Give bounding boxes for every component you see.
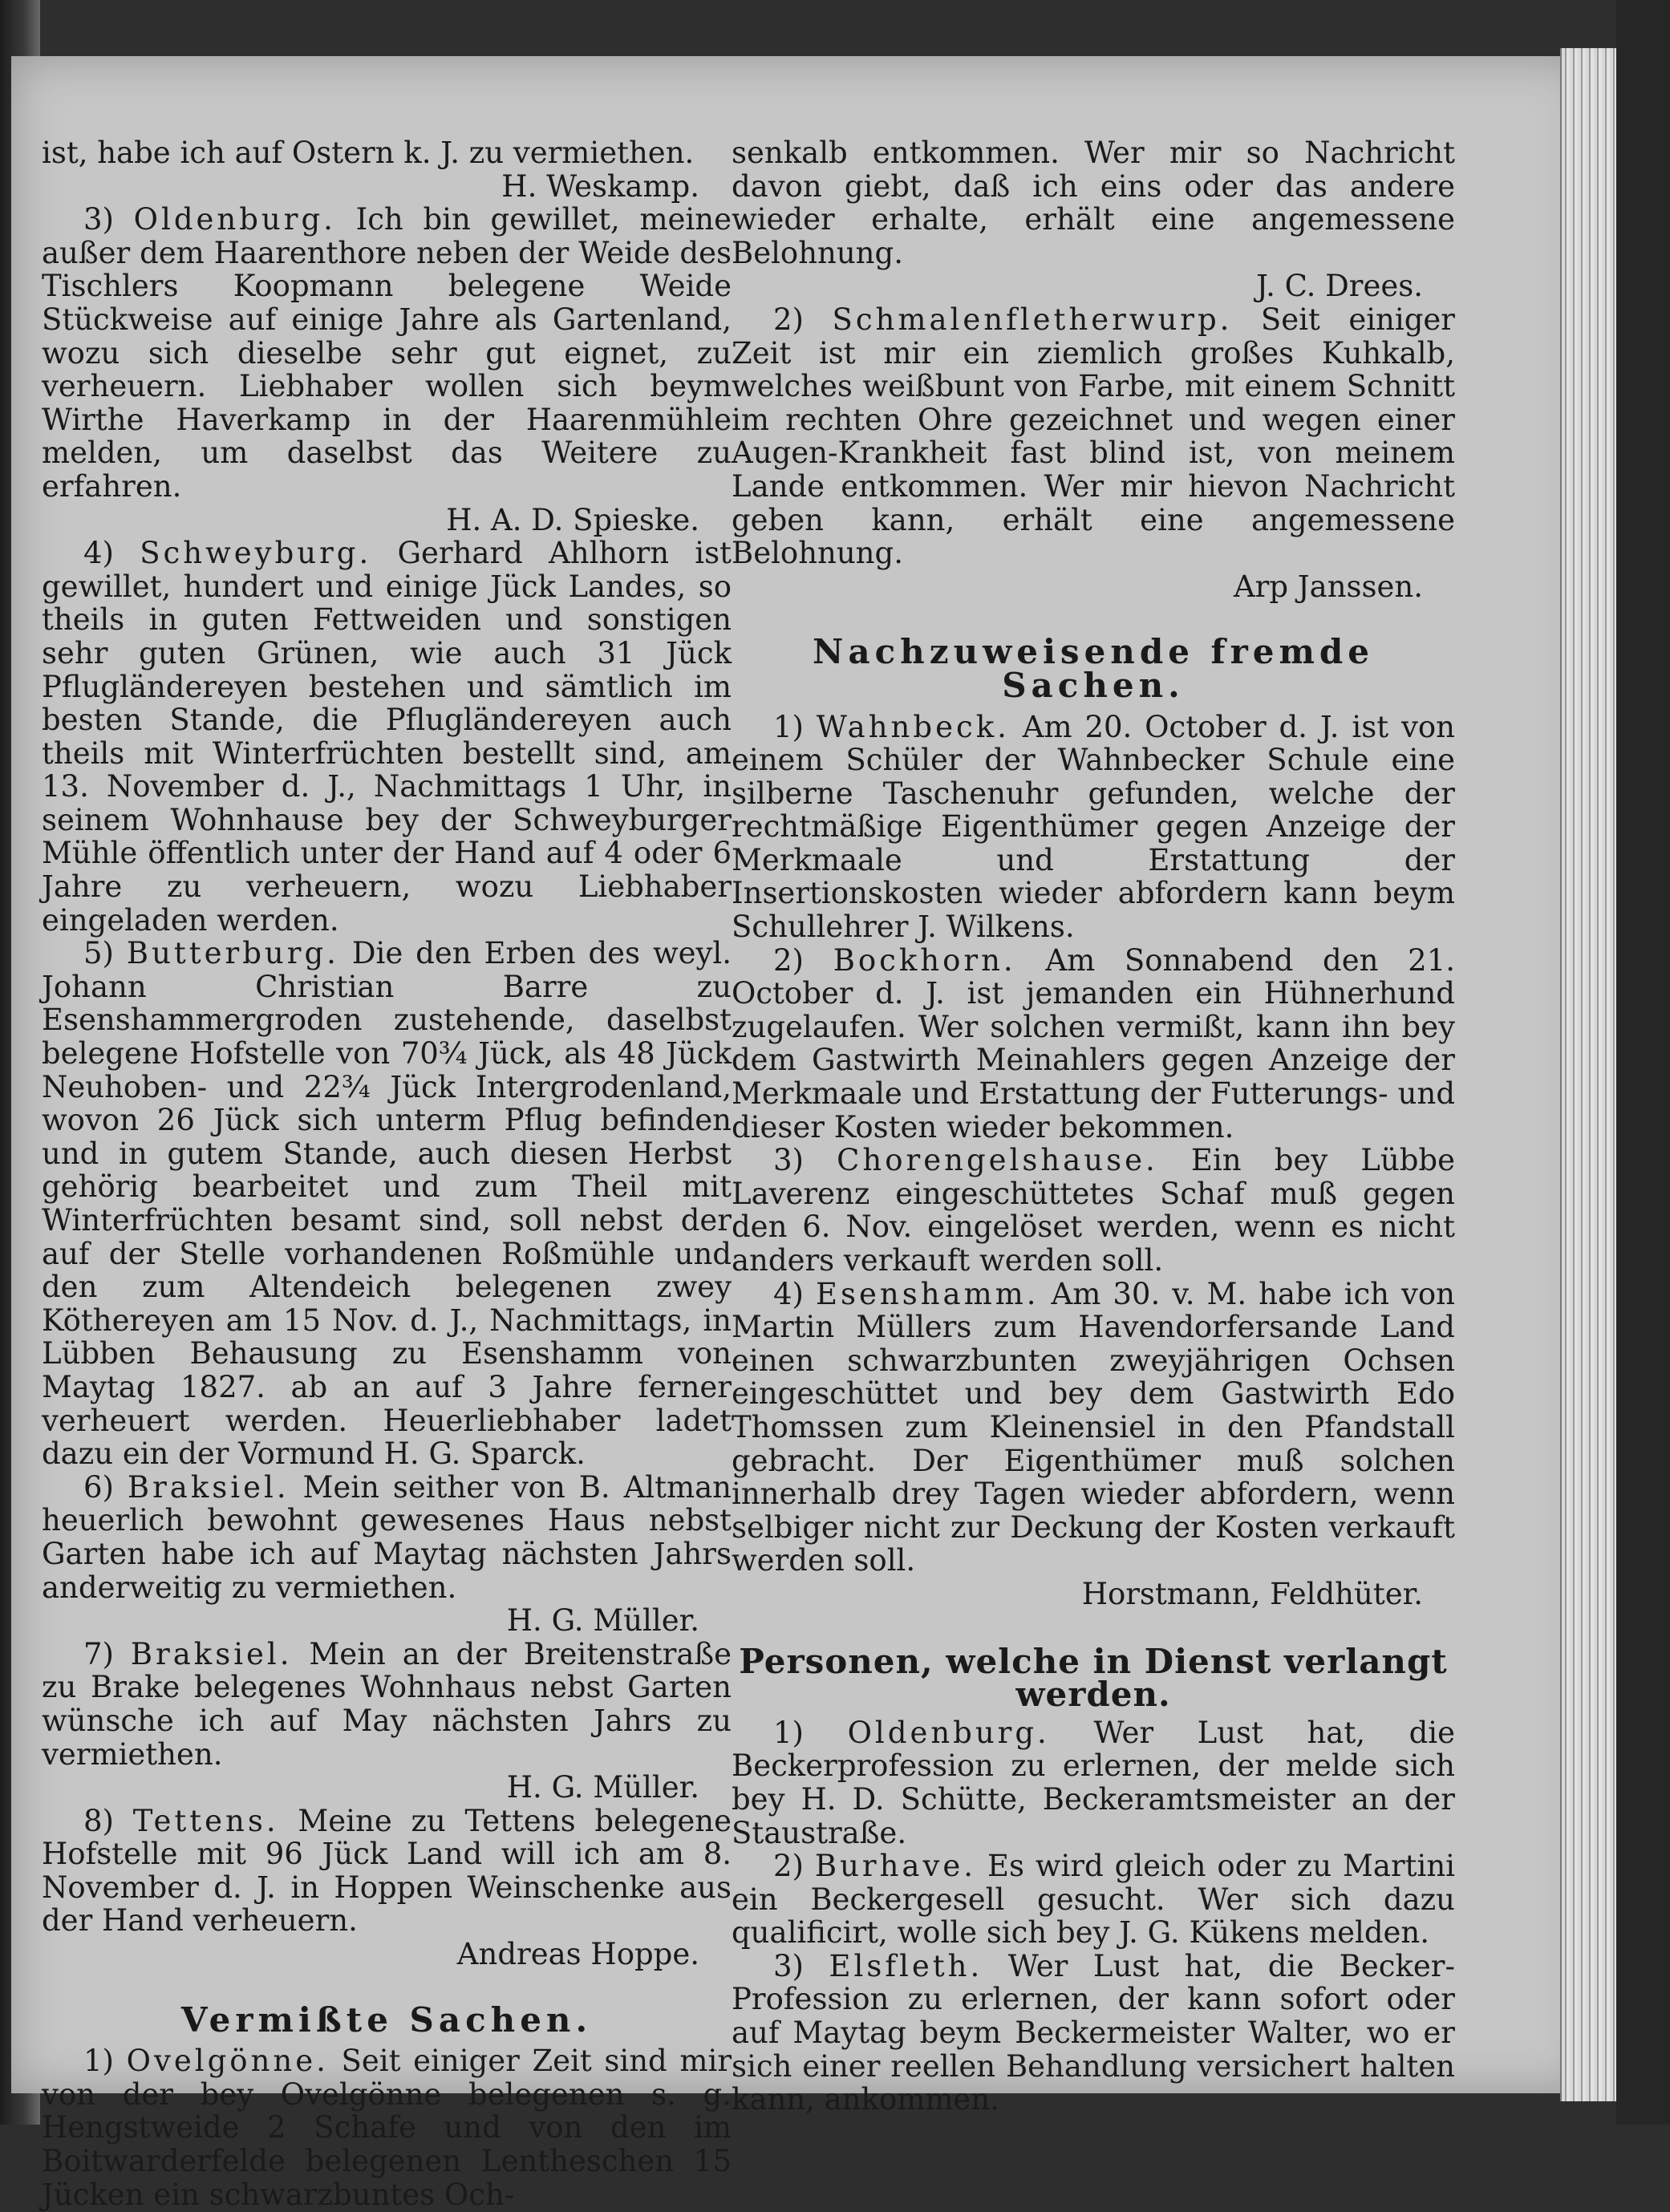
notice-entry: 4) Esenshamm. Am 30. v. M. habe ich von Martin Müllers zum Havendorfersande Land einen schwarzbunten zweyjährigen Ochsen eingeschüttet und bey dem Gastwirth Edo Thomssen zum Kleinensiel in den Pfandstall gebracht. Der Eigenthümer muß solchen innerhalb drey Tagen wieder abfordern, wenn selbiger nicht zur Deckung der Kosten verkauft werden soll. [732, 1276, 1456, 1578]
page-edges [1560, 48, 1618, 2101]
notice-entry: 2) Schmalenfletherwurp. Seit einiger Zeit ist mir ein ziemlich großes Kuhkalb, welches weißbunt von Farbe, mit einem Schnitt im rechten Ohre gezeichnet und wegen einer Augen-Krankheit fast blind ist, von meinem Lande entkommen. Wer mir hievon Nachricht geben kann, erhält eine angemessene Belohnung. [732, 302, 1455, 571]
notice-entry: 5) Butterburg. Die den Erben des weyl. Johann Christian Barre zu Esenshammergroden zustehende, daselbst belegene Hofstelle von 70¾ Jück, als 48 Jück Neuhoben- und 22¾ Jück Intergrodenland, wovon 26 Jück sich unterm Pflug befinden und in gutem Stande, auch diesen Herbst gehörig bearbeitet und zum Theil mit Winterfrüchten besamt sind, soll nebst der auf der Stelle vorhandenen Roßmühle und den zum Altendeich belegenen zwey Köthereyen am 15 Nov. d. J., Nachmittags, in Lübben Behausung zu Esenshamm von Maytag 1827. ab an auf 3 Jahre ferner verheuert werden. Heuerliebhaber ladet dazu ein der Vormund H. G. Sparck. [42, 936, 732, 1472]
notice-entry: 2) Burhave. Es wird gleich oder zu Martini ein Beckergesell gesucht. Wer sich dazu qualificirt, wolle sich bey J. G. Kükens melden. [732, 1849, 1455, 1951]
signature: H. G. Müller. [506, 1603, 699, 1639]
section-heading: Personen, welche in Dienst verlangt werden. [739, 1641, 1448, 1715]
notice-entry: 3) Oldenburg. Ich bin gewillet, meine außer dem Haarenthore neben der Weide des Tischlers Koopmann belegene Weide Stückweise auf einige Jahre als Gartenland, wozu sich dieselbe sehr gut eignet, zu verheuern. Liebhaber wollen sich beym Wirthe Haverkamp in der Haarenmühle melden, um daselbst das Weitere zu erfahren. [42, 202, 732, 504]
notice-entry: 1) Oldenburg. Wer Lust hat, die Beckerprofession zu erlernen, der melde sich bey H. D. Schütte, Beckeramtsmeister an der Staustraße. [732, 1715, 1456, 1850]
left-column [42, 136, 732, 2211]
signature: Horstmann, Feldhüter. [1081, 1576, 1423, 1611]
signature: Andreas Hoppe. [456, 1937, 699, 1972]
notice-entry: 8) Tettens. Meine zu Tettens belegene Hofstelle mit 96 Jück Land will ich am 8. November d. J. in Hoppen Weinschenke aus der Hand verheuern. [42, 1803, 732, 1939]
notice-entry: 2) Bockhorn. Am Sonnabend den 21. October d. J. ist jemanden ein Hühnerhund zugelaufen. Wer solchen vermißt, kann ihn bey dem Gastwirth Meinahlers gegen Anzeige der Merkmaale und Erstattung der Futterungs- und dieser Kosten wieder bekommen. [732, 942, 1455, 1144]
notice-entry: 1) Wahnbeck. Am 20. October d. J. ist von einem Schüler der Wahnbecker Schule eine silberne Taschenuhr gefunden, welche der rechtmäßige Eigenthümer gegen Anzeige der Merkmaale und Erstattung der Insertionskosten wieder abfordern kann beym Schullehrer J. Wilkens. [732, 709, 1455, 945]
signature: J. C. Drees. [1256, 269, 1423, 304]
signature: H. A. D. Spieske. [446, 502, 699, 537]
scan-background [1616, 0, 1670, 2125]
signature: H. G. Müller. [506, 1770, 699, 1805]
notice-entry: 6) Braksiel. Mein seither von B. Altman heuerlich bewohnt gewesenes Haus nebst Garten habe ich auf Maytag nächsten Jahrs anderweitig zu vermiethen. [42, 1469, 732, 1605]
notice-entry: 3) Chorengelshause. Ein bey Lübbe Laverenz eingeschüttetes Schaf muß gegen den 6. Nov. eingelöset werden, wenn es nicht anders verkauft werden soll. [732, 1143, 1455, 1278]
signature: Arp Janssen. [1233, 569, 1423, 604]
signature: H. Weskamp. [501, 168, 699, 204]
notice-entry: 3) Elsfleth. Wer Lust hat, die Becker-Profession zu erlernen, der kann sofort oder auf Maytag beym Beckermeister Walter, wo er sich einer reellen Behandlung versichert halten kann, ankommen. [732, 1948, 1455, 2117]
right-column [732, 136, 1455, 2117]
continuation-text: senkalb entkommen. Wer mir so Nachricht davon giebt, daß ich eins oder das andere wieder erhalte, erhält eine angemessene Belohnung. [732, 136, 1455, 270]
continuation-text: ist, habe ich auf Ostern k. J. zu vermiethen. [42, 136, 695, 170]
section-heading: Vermißte Sachen. [180, 1999, 593, 2040]
section-heading: Nachzuweisende fremde Sachen. [813, 632, 1374, 705]
notice-entry: 7) Braksiel. Mein an der Breitenstraße zu Brake belegenes Wohnhaus nebst Garten wünsche ich auf May nächsten Jahrs zu vermiethen. [42, 1636, 732, 1772]
notice-entry: 1) Ovelgönne. Seit einiger Zeit sind mir von der bey Ovelgönne belegenen s. g. Hengstweide 2 Schafe und von den im Boitwarderfelde belegenen Lentheschen 15 Jücken ein schwarzbuntes Och- [42, 2044, 732, 2212]
notice-entry: 4) Schweyburg. Gerhard Ahlhorn ist gewillet, hundert und einige Jück Landes, so theils in guten Fettweiden und sonstigen sehr guten Grünen, wie auch 31 Jück Pflugländereyen bestehen und sämtlich im besten Stande, die Pflugländereyen auch theils mit Winterfrüchten bestellt sind, am 13. November d. J., Nachmittags 1 Uhr, in seinem Wohnhause bey der Schweyburger Mühle öffentlich unter der Hand auf 4 oder 6 Jahre zu verheuern, wozu Liebhaber eingeladen werden. [42, 536, 732, 938]
